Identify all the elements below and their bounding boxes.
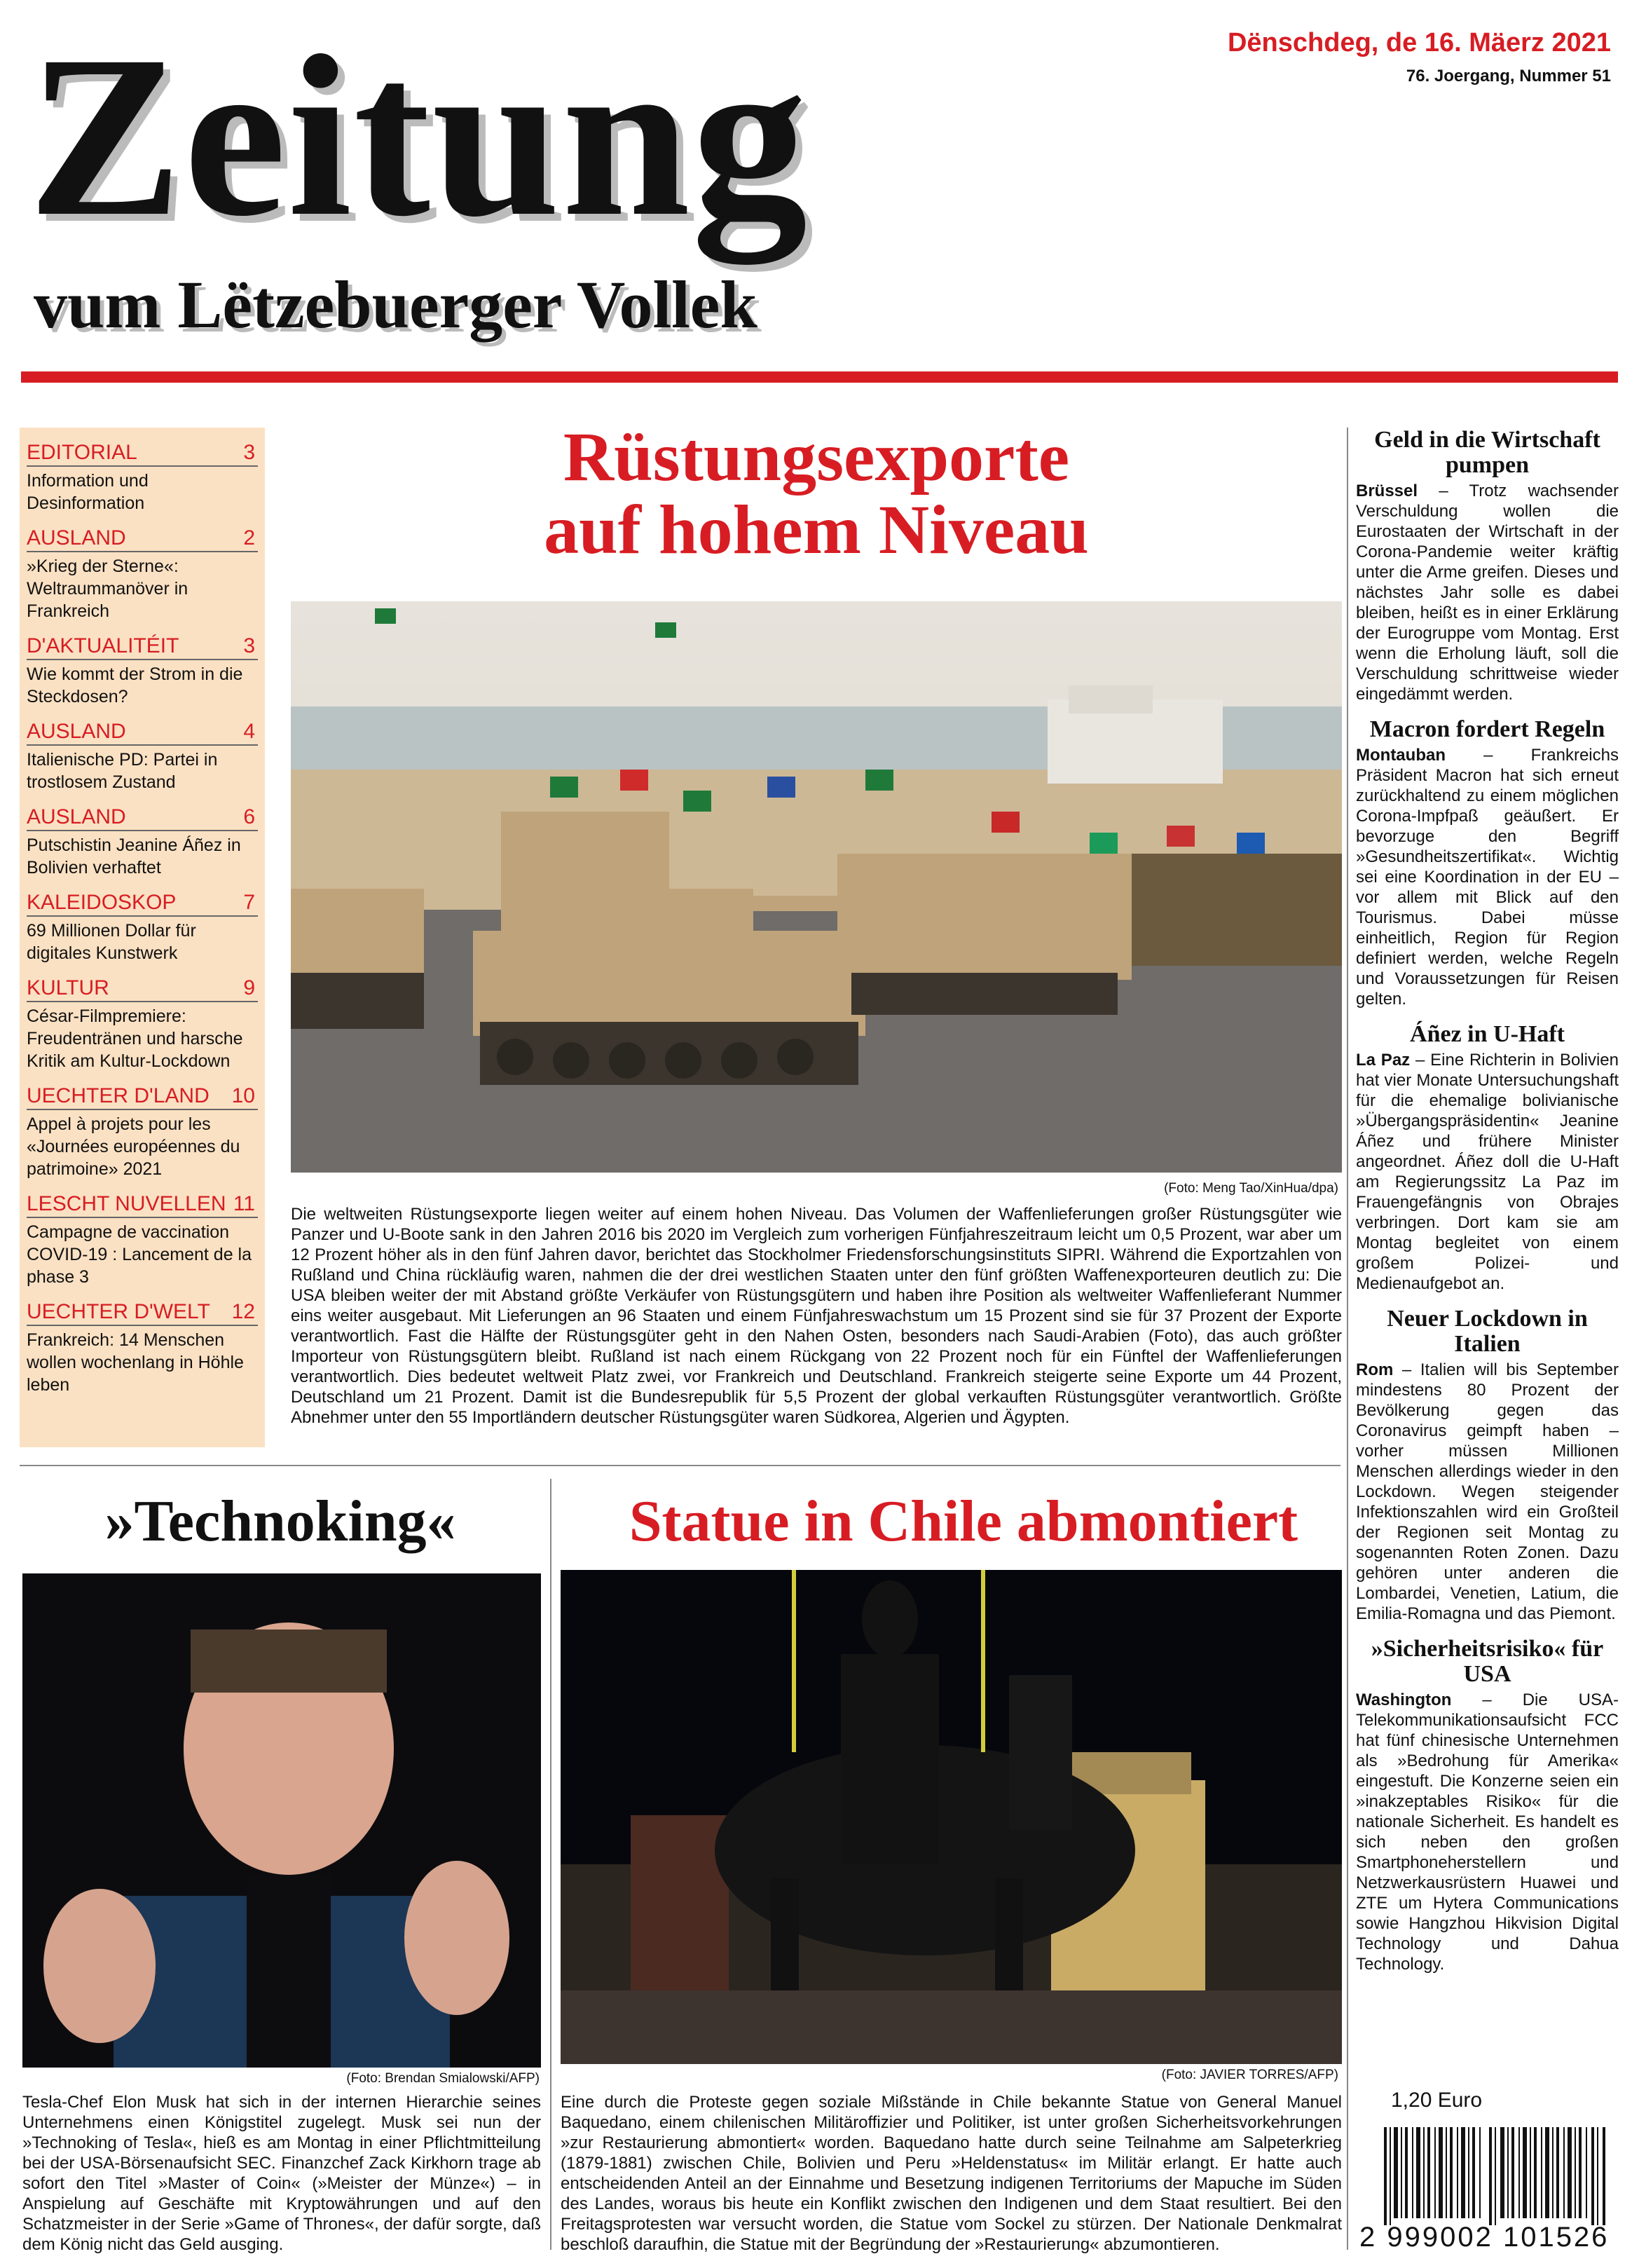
statue-photo-credit: (Foto: JAVIER TORRES/AFP) [1161,2068,1338,2082]
news-brief[interactable] [1356,1022,1619,1294]
lead-headline-line-2: auf hohem Niveau [544,491,1089,568]
news-brief-body [1356,745,1619,1009]
news-brief-body [1356,1690,1619,1974]
index-teaser: »Krieg der Sterne«: Weltraummanöver in Frankreich [27,556,188,621]
index-item[interactable] [27,805,258,879]
index-page: 3 [243,441,255,464]
index-section: AUSLAND [27,805,126,828]
news-brief-headline: Neuer Lockdown in Italien [1387,1306,1588,1357]
news-brief-headline: Macron fordert Regeln [1369,716,1605,742]
index-item[interactable] [27,1299,258,1396]
news-brief-text: – Frankreichs Präsident Macron hat sich erneut zurückhaltend zu einem möglichen Corona-Impfpaß geäußert. Er bevorzuge den Begriff »Gesundheitszertifikat«. Wichtig sei eine Koordination in der EU – vor allem mit Blick auf den Tourismus. Dabei müsse einheitlich, Region für Region definiert werden, welche Regeln und Voraussetzungen für Reisen gelten. [1356,746,1619,1009]
index-page: 12 [231,1300,255,1323]
news-brief-text: – Die USA-Telekommunikationsaufsicht FCC hat fünf chinesische Unternehmen als »Bedrohung für Amerika« eingestuft. Die Konzerne seien ein »inakzeptables Risiko« für die nationale Sicherheit. Es handelt es sich neben den großen Smartphoneherstellern und Netzwerkausrüstern Huawei und ZTE um Hytera Communications sowie Hangzhou Hikvision Digital Technology und Dahua Technology. [1356,1690,1619,1974]
news-brief-dateline: Washington [1356,1690,1452,1709]
index-item[interactable] [27,719,258,793]
index-teaser: 69 Millionen Dollar für digitales Kunstwerk [27,921,196,963]
index-section: AUSLAND [27,526,126,549]
index-page: 4 [243,720,255,743]
index-section: UECHTER D'LAND [27,1084,210,1107]
masthead-divider [21,371,1618,383]
index-teaser: Appel à projets pour les «Journées européennes du patrimoine» 2021 [27,1114,240,1179]
tank-parade-photo [291,601,1342,1173]
barcode-icon [1384,2127,1608,2225]
index-teaser: Wie kommt der Strom in die Steckdosen? [27,664,243,706]
lead-article-body: Die weltweiten Rüstungsexporte liegen weiter auf einem hohen Niveau. Das Volumen der Waffenlieferungen großer Rüstungsgüter wie Panzer und U-Boote sank in den Jahren 2016 bis 2020 im Vergleich zum vorherigen Fünfjahreszeitraum leicht um 0,5 Prozent, war aber um 12 Prozent höher als in den fünf Jahren davor, berichtet das Stockholmer Friedensforschungsinstituts SIPRI. Während die Exportzahlen von Rußland und China rückläufig waren, nahmen die der drei westlichen Staaten unter den fünf größten Waffenexporteuren deutlich zu: Die USA bleiben weiter der mit Abstand größte Verkäufer von Rüstungsgütern und haben ihre Position als weltweiter Waffenlieferant Nummer eins weiter ausgebaut. Mit Lieferungen an 96 Staaten und einem Fünfjahreswachstum um 15 Prozent sind sie für 37 Prozent der Exporte verantwortlich. Fast die Hälfte der Rüstungsgüter geht in den Nahen Osten, besonders nach Saudi-Arabien (Foto), das auch größter Importeur von Rüstungsgütern bleibt. Rußland ist nach einem Rückgang von 22 Prozent noch für ein Fünftel der Waffenlieferungen verantwortlich. Dies bedeutet weltweit Platz zwei, vor Frankreich und Deutschland. Frankreich steigerte seine Exporte um 44 Prozent, Deutschland um 21 Prozent. Damit ist die Bundesrepublik für 5,5 Prozent der global verkauften Rüstungsgüter verantwortlich. Größte Abnehmer unter den 55 Importländern deutscher Rüstungsgüter waren Südkorea, Algerien und Ägypten. [291,1205,1342,1427]
index-page: 7 [243,891,255,914]
news-brief-text: – Eine Richterin in Bolivien hat vier Monate Untersuchungshaft für die ehemalige bolivianische »Übergangspräsidentin« Jeanine Áñez und frühere Minister angeordnet. Áñez doll die U-Haft am Regierungssitz La Paz im Frauengefängnis von Obrajes verbringen. Dort kam sie am Montag begleitet von einem großem Polizei- und Medienaufgebot an. [1356,1051,1619,1293]
news-brief[interactable] [1356,717,1619,1009]
index-section: EDITORIAL [27,441,137,464]
index-teaser: Information und Desinformation [27,471,149,513]
index-section: LESCHT NUVELLEN [27,1192,226,1215]
statue-removal-photo [561,1570,1342,2064]
index-item[interactable] [27,634,258,708]
newspaper-subtitle: vum Lëtzebuerger Vollek [34,267,757,342]
index-section: KALEIDOSKOP [27,891,177,914]
news-brief-headline: Áñez in U-Haft [1410,1021,1565,1047]
issue-number: 76. Joergang, Nummer 51 [1406,67,1611,86]
column-divider [1347,428,1348,2250]
news-brief-text: – Trotz wachsender Verschuldung wollen die Eurostaaten der Wirtschaft in der Corona-Pandemie weiter kräftig unter die Arme greifen. Dieses und nächstes Jahr solle es dabei bleiben, heißt es in einer Erklärung der Eurogruppe vom Montag. Erst wenn die Erholung läuft, soll die Verschuldung schrittweise wieder eingedämmt werden. [1356,481,1619,704]
index-section: AUSLAND [27,720,126,743]
section-divider [20,1465,1340,1466]
index-item[interactable] [27,890,258,964]
issue-date: Dënschdeg, de 16. Mäerz 2021 [1227,28,1611,57]
index-item[interactable] [27,976,258,1072]
news-brief-headline: »Sicherheitsrisiko« für USA [1371,1636,1604,1687]
index-page: 2 [243,526,255,549]
lead-photo-credit: (Foto: Meng Tao/XinHua/dpa) [1164,1181,1338,1196]
news-brief[interactable] [1356,1306,1619,1624]
news-brief-dateline: Rom [1356,1360,1394,1379]
index-item[interactable] [27,1084,258,1180]
news-brief-dateline: Brüssel [1356,481,1418,500]
news-brief-body [1356,1360,1619,1624]
index-item[interactable] [27,526,258,622]
elon-musk-photo [22,1573,541,2068]
technoking-photo-credit: (Foto: Brendan Smialowski/AFP) [346,2071,540,2086]
index-section: KULTUR [27,976,109,999]
index-teaser: Putschistin Jeanine Áñez in Bolivien verhaftet [27,835,241,877]
news-brief-dateline: La Paz [1356,1051,1411,1070]
news-brief-body [1356,481,1619,704]
news-brief-headline: Geld in die Wirtschaft pumpen [1374,427,1600,478]
news-brief-dateline: Montauban [1356,746,1446,765]
newspaper-title: Zeitung [28,8,809,264]
contents-index [20,428,265,1447]
statue-headline[interactable]: Statue in Chile abmontiert [629,1489,1298,1554]
news-brief[interactable] [1356,1637,1619,1974]
index-section: D'AKTUALITÉIT [27,634,179,657]
technoking-article-body: Tesla-Chef Elon Musk hat sich in der internen Hierarchie seines Unternehmens einen Königstitel zugelegt. Musk sei nun der »Technoking of Tesla«, hieß es am Montag in einer Pflichtmitteilung bei der USA-Börsenaufsicht SEC. Finanzchef Zack Kirkhorn trage ab sofort den Titel »Master of Coin« (»Meister der Münze«) – in Anspielung auf Geschäfte mit Kryptowährungen und auf den Schatzmeister in der Serie »Game of Thrones«, der dafür sorgte, daß dem König nicht das Geld ausging. [22,2093,541,2254]
index-item[interactable] [27,440,258,514]
lead-headline-line-1: Rüstungsexporte [563,418,1070,496]
index-teaser: Italienische PD: Partei in trostlosem Zustand [27,750,218,792]
lead-headline[interactable] [291,418,1342,568]
index-page: 11 [233,1192,255,1215]
technoking-headline[interactable]: »Technoking« [104,1489,456,1554]
index-item[interactable] [27,1191,258,1288]
column-divider [550,1479,551,2250]
index-page: 10 [231,1084,255,1107]
news-brief-text: – Italien will bis September mindestens 80 Prozent der Bevölkerung gegen das Coronavirus geimpft haben – vorher müssen Millionen Menschen allerdings wieder in den Lockdown. Wegen steigender Infektionszahlen wird ein Großteil der Regionen seit Montag zu sogenannten Roten Zonen. Dazu gehören unter anderen die Lombardei, Venetien, Latium, die Emilia-Romagna und das Piemont. [1356,1360,1619,1623]
price-label: 1,20 Euro [1391,2089,1483,2112]
index-page: 3 [243,634,255,657]
index-section: UECHTER D'WELT [27,1300,210,1323]
index-page: 6 [243,805,255,828]
statue-article-body: Eine durch die Proteste gegen soziale Mißstände in Chile bekannte Statue von General Manuel Baquedano, einem chilenischen Militäroffizier und Politiker, ist unter großen Sicherheitsvorkehrungen »zur Restaurierung abmontiert« worden. Baquedano hatte durch seine Teilnahme am Salpeterkrieg (1879-1881) zwischen Chile, Bolivien und Peru »Heldenstatus« im Militär erlangt. Er hatte auch entscheidenden Anteil an der Einnahme und Besetzung indigenen Territoriums der Mapuche im Süden des Landes, woraus bis heute ein Konflikt zwischen den Indigenen und dem Staat resultiert. Bei den Freitagsprotesten war versucht worden, die Statue vom Sockel zu stürzen. Der Nationale Denkmalrat beschloß daraufhin, die Statue mit der Begründung der »Restaurierung« abzumontieren. [561,2093,1342,2254]
news-brief[interactable] [1356,428,1619,704]
index-teaser: Campagne de vaccination COVID-19 : Lancement de la phase 3 [27,1222,252,1287]
news-briefs-column [1356,428,1619,1987]
index-teaser: Frankreich: 14 Menschen wollen wochenlang in Höhle leben [27,1330,244,1395]
index-page: 9 [243,976,255,999]
barcode-number: 2 999002 101526 [1359,2222,1610,2253]
news-brief-body [1356,1050,1619,1294]
index-teaser: César-Filmpremiere: Freudentränen und harsche Kritik am Kultur-Lockdown [27,1006,243,1071]
